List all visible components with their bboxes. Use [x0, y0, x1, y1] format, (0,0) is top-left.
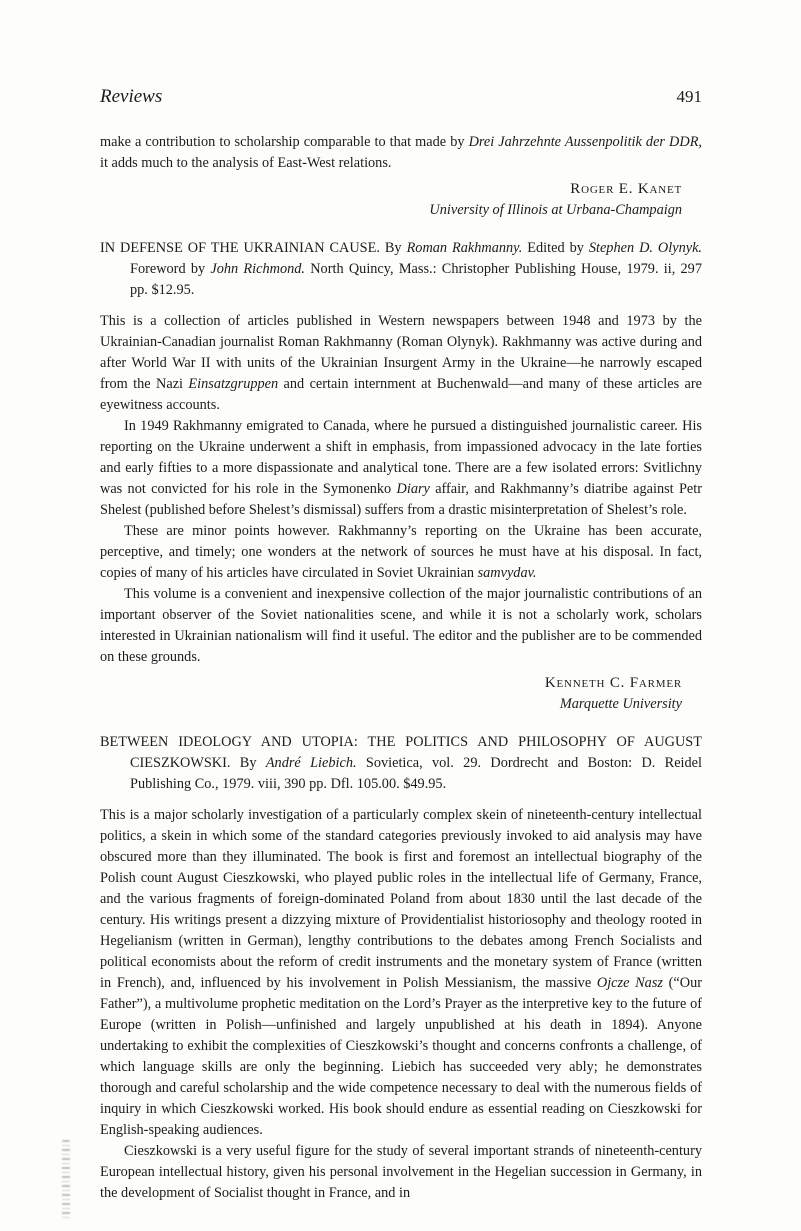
text-run: Foreword by — [130, 261, 211, 277]
page-content — [100, 86, 702, 1204]
review-heading — [100, 238, 702, 301]
text-run: Cieszkowski is a very useful figure for the study of several important strands of nineteenth-century European intellectual history, given his personal involvement in the Hegelian succession in Germany, in the development of Socialist thought in France, and in — [100, 1143, 702, 1201]
page-header — [100, 86, 702, 108]
italic-text-run: John Richmond. — [210, 261, 305, 277]
signature — [100, 673, 702, 714]
text-run: Sovietica, vol. 29. Dordrecht and Boston: D. Reidel Publishing Co., 1979. viii, 390 pp. Dfl. 105.00. $49.95. — [130, 755, 702, 792]
text-run: This is a collection of articles published in Western newspapers between 1948 and 1973 by the Ukrainian-Canadian journalist Roman Rakhmanny (Roman Olynyk). Rakhmanny was active during and after World War II with units of the Ukrainian Insurgent Army in the Ukraine—he narrowly escaped from the Nazi — [100, 313, 702, 392]
signature — [100, 179, 702, 220]
paragraph — [100, 805, 702, 1141]
review-continuation-kanet — [100, 132, 702, 220]
text-run: North Quincy, Mass.: Christopher Publishing House, 1979. ii, 297 pp. $12.95. — [130, 261, 702, 298]
text-run: Edited by — [522, 240, 589, 256]
text-run: IN DEFENSE OF THE UKRAINIAN CAUSE. By — [100, 240, 407, 256]
signature-name: Roger E. Kanet — [570, 181, 682, 197]
text-run: BETWEEN IDEOLOGY AND UTOPIA: THE POLITICS AND PHILOSOPHY OF AUGUST CIESZKOWSKI. By — [100, 734, 702, 771]
scan-artifact — [62, 1140, 70, 1220]
italic-text-run: Roman Rakhmanny. — [406, 240, 523, 256]
text-run: and certain internment at Buchenwald—and many of these articles are eyewitness accounts. — [100, 376, 702, 413]
text-run: affair, and Rakhmanny’s diatribe against Petr Shelest (published before Shelest’s dismissal) suffers from a drastic misinterpretation of Shelest’s role. — [100, 481, 702, 518]
italic-text-run: Ojcze Nasz — [596, 975, 663, 991]
review-cieszkowski — [100, 732, 702, 1204]
text-run: These are minor points however. Rakhmanny’s reporting on the Ukraine has been accurate, perceptive, and timely; one wonders at the network of sources he must have at his disposal. In fact, copies of many of his articles have circulated in Soviet Ukrainian — [100, 523, 702, 581]
review-heading — [100, 732, 702, 795]
text-run: make a contribution to scholarship comparable to that made by — [100, 134, 469, 150]
page-number: 491 — [676, 87, 702, 106]
signature-name: Kenneth C. Farmer — [544, 675, 682, 691]
review-ukrainian-cause — [100, 238, 702, 714]
text-run: it adds much to the analysis of East-West relations. — [100, 155, 392, 171]
text-run: This is a major scholarly investigation of a particularly complex skein of nineteenth-century intellectual politics, a skein in which some of the standard categories previously invoked to aid analysis may have obscured more than they illuminated. The book is first and foremost an intellectual biography of the Polish count August Cieszkowski, who played public roles in the intellectual life of Germany, France, and the various fragments of foreign-dominated Poland from about 1830 until the last decade of the century. His writings present a dizzying mixture of Providentialist historiosophy and theology rooted in Hegelianism (written in German), lengthy contributions to the debates among French Socialists and political economists about the reform of credit instruments and the monetary system of France (written in French), and, influenced by his involvement in Polish Messianism, the massive — [100, 807, 702, 991]
paragraph — [100, 521, 702, 584]
italic-text-run: Stephen D. Olynyk. — [588, 240, 702, 256]
paragraph — [100, 416, 702, 521]
italic-text-run: Diary — [396, 481, 430, 497]
paragraph — [100, 132, 702, 174]
italic-text-run: samvydav. — [477, 565, 537, 581]
signature-affiliation: University of Illinois at Urbana-Champaign — [429, 202, 682, 218]
text-run: (“Our Father”), a multivolume prophetic meditation on the Lord’s Prayer as the interpretive key to the future of Europe (written in Polish—unfinished and largely unpublished at his death in 1894). Anyone undertaking to exhibit the complexities of Cieszkowski’s thought and concerns confronts a challenge, of which language skills are only the beginning. Liebich has succeeded very ably; he demonstrates thorough and careful scholarship and the wide competence necessary to deal with the numerous fields of inquiry in which Cieszkowski worked. His book should endure as essential reading on Cieszkowski for English-speaking audiences. — [100, 975, 702, 1138]
paragraph — [100, 1141, 702, 1204]
signature-affiliation: Marquette University — [559, 696, 682, 712]
italic-text-run: Einsatzgruppen — [188, 376, 279, 392]
italic-text-run: Drei Jahrzehnte Aussenpolitik der DDR, — [468, 134, 703, 150]
paragraph — [100, 584, 702, 668]
italic-text-run: André Liebich. — [265, 755, 357, 771]
text-run: This volume is a convenient and inexpensive collection of the major journalistic contributions of an important observer of the Soviet nationalities scene, and while it is not a scholarly work, scholars interested in Ukrainian nationalism will find it useful. The editor and the publisher are to be commended on these grounds. — [100, 586, 702, 665]
paragraph — [100, 311, 702, 416]
running-head: Reviews — [100, 86, 163, 107]
text-run: In 1949 Rakhmanny emigrated to Canada, where he pursued a distinguished journalistic career. His reporting on the Ukraine underwent a shift in emphasis, from impassioned advocacy in the late forties and early fifties to a more dispassionate and analytical tone. There are a few isolated errors: Svitlichny was not convicted for his role in the Symonenko — [100, 418, 702, 497]
